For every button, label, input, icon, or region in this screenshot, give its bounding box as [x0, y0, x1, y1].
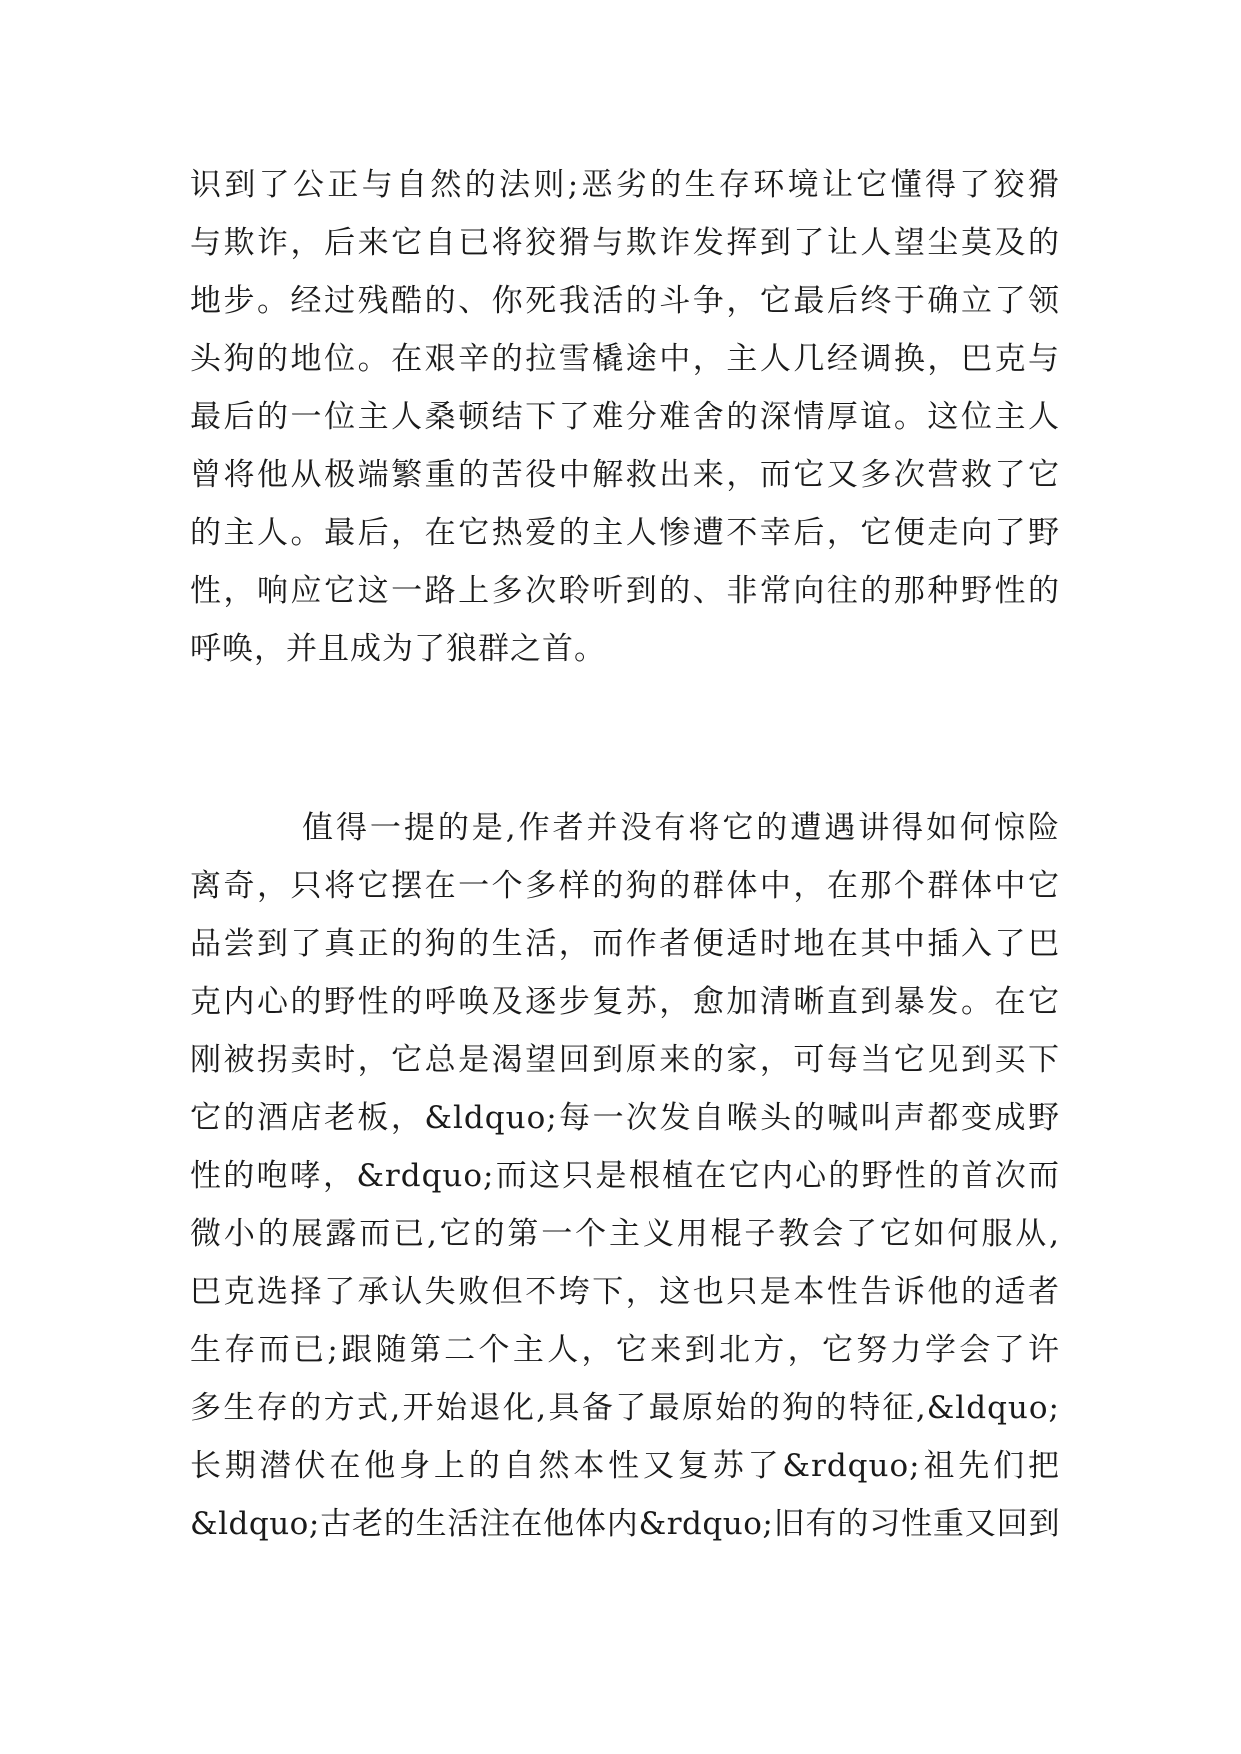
- text-line: 的主人。最后，在它热爱的主人惨遭不幸后，它便走向了野: [190, 515, 1060, 551]
- text-line: 地步。经过残酷的、你死我活的斗争，它最后终于确立了领: [190, 283, 1060, 319]
- text-line: 曾将他从极端繁重的苦役中解救出来，而它又多次营救了它: [190, 457, 1060, 493]
- text-line: 品尝到了真正的狗的生活，而作者便适时地在其中插入了巴: [190, 926, 1060, 962]
- text-line: 最后的一位主人桑顿结下了难分难舍的深情厚谊。这位主人: [190, 399, 1060, 435]
- text-line: 多生存的方式,开始退化,具备了最原始的狗的特征,&ldquo;: [190, 1390, 1060, 1426]
- text-line: 离奇，只将它摆在一个多样的狗的群体中，在那个群体中它: [190, 868, 1060, 904]
- paragraph-1: [190, 156, 1060, 678]
- text-line: 巴克选择了承认失败但不垮下，这也只是本性告诉他的适者: [190, 1274, 1060, 1310]
- text-line: 性的咆哮，&rdquo;而这只是根植在它内心的野性的首次而: [190, 1158, 1060, 1194]
- text-line: 刚被拐卖时，它总是渴望回到原来的家，可每当它见到买下: [190, 1042, 1060, 1078]
- text-line: 微小的展露而已,它的第一个主义用棍子教会了它如何服从,: [190, 1216, 1060, 1252]
- text-line: &ldquo;古老的生活注在他体内&rdquo;旧有的习性重又回到: [190, 1506, 1060, 1542]
- text-line: 性，响应它这一路上多次聆听到的、非常向往的那种野性的: [190, 573, 1060, 609]
- text-line: 识到了公正与自然的法则;恶劣的生存环境让它懂得了狡猾: [190, 167, 1060, 203]
- text-line: 呼唤，并且成为了狼群之首。: [190, 631, 606, 667]
- text-line: 长期潜伏在他身上的自然本性又复苏了&rdquo;祖先们把: [190, 1448, 1060, 1484]
- text-line: 它的酒店老板，&ldquo;每一次发自喉头的喊叫声都变成野: [190, 1100, 1060, 1136]
- text-line: 与欺诈，后来它自已将狡猾与欺诈发挥到了让人望尘莫及的: [190, 225, 1060, 261]
- paragraph-2: [190, 799, 1060, 1553]
- text-line: 克内心的野性的呼唤及逐步复苏，愈加清晰直到暴发。在它: [190, 984, 1060, 1020]
- text-line: 值得一提的是,作者并没有将它的遭遇讲得如何惊险: [302, 810, 1060, 846]
- text-line: 头狗的地位。在艰辛的拉雪橇途中，主人几经调换，巴克与: [190, 341, 1060, 377]
- text-line: 生存而已;跟随第二个主人，它来到北方，它努力学会了许: [190, 1332, 1060, 1368]
